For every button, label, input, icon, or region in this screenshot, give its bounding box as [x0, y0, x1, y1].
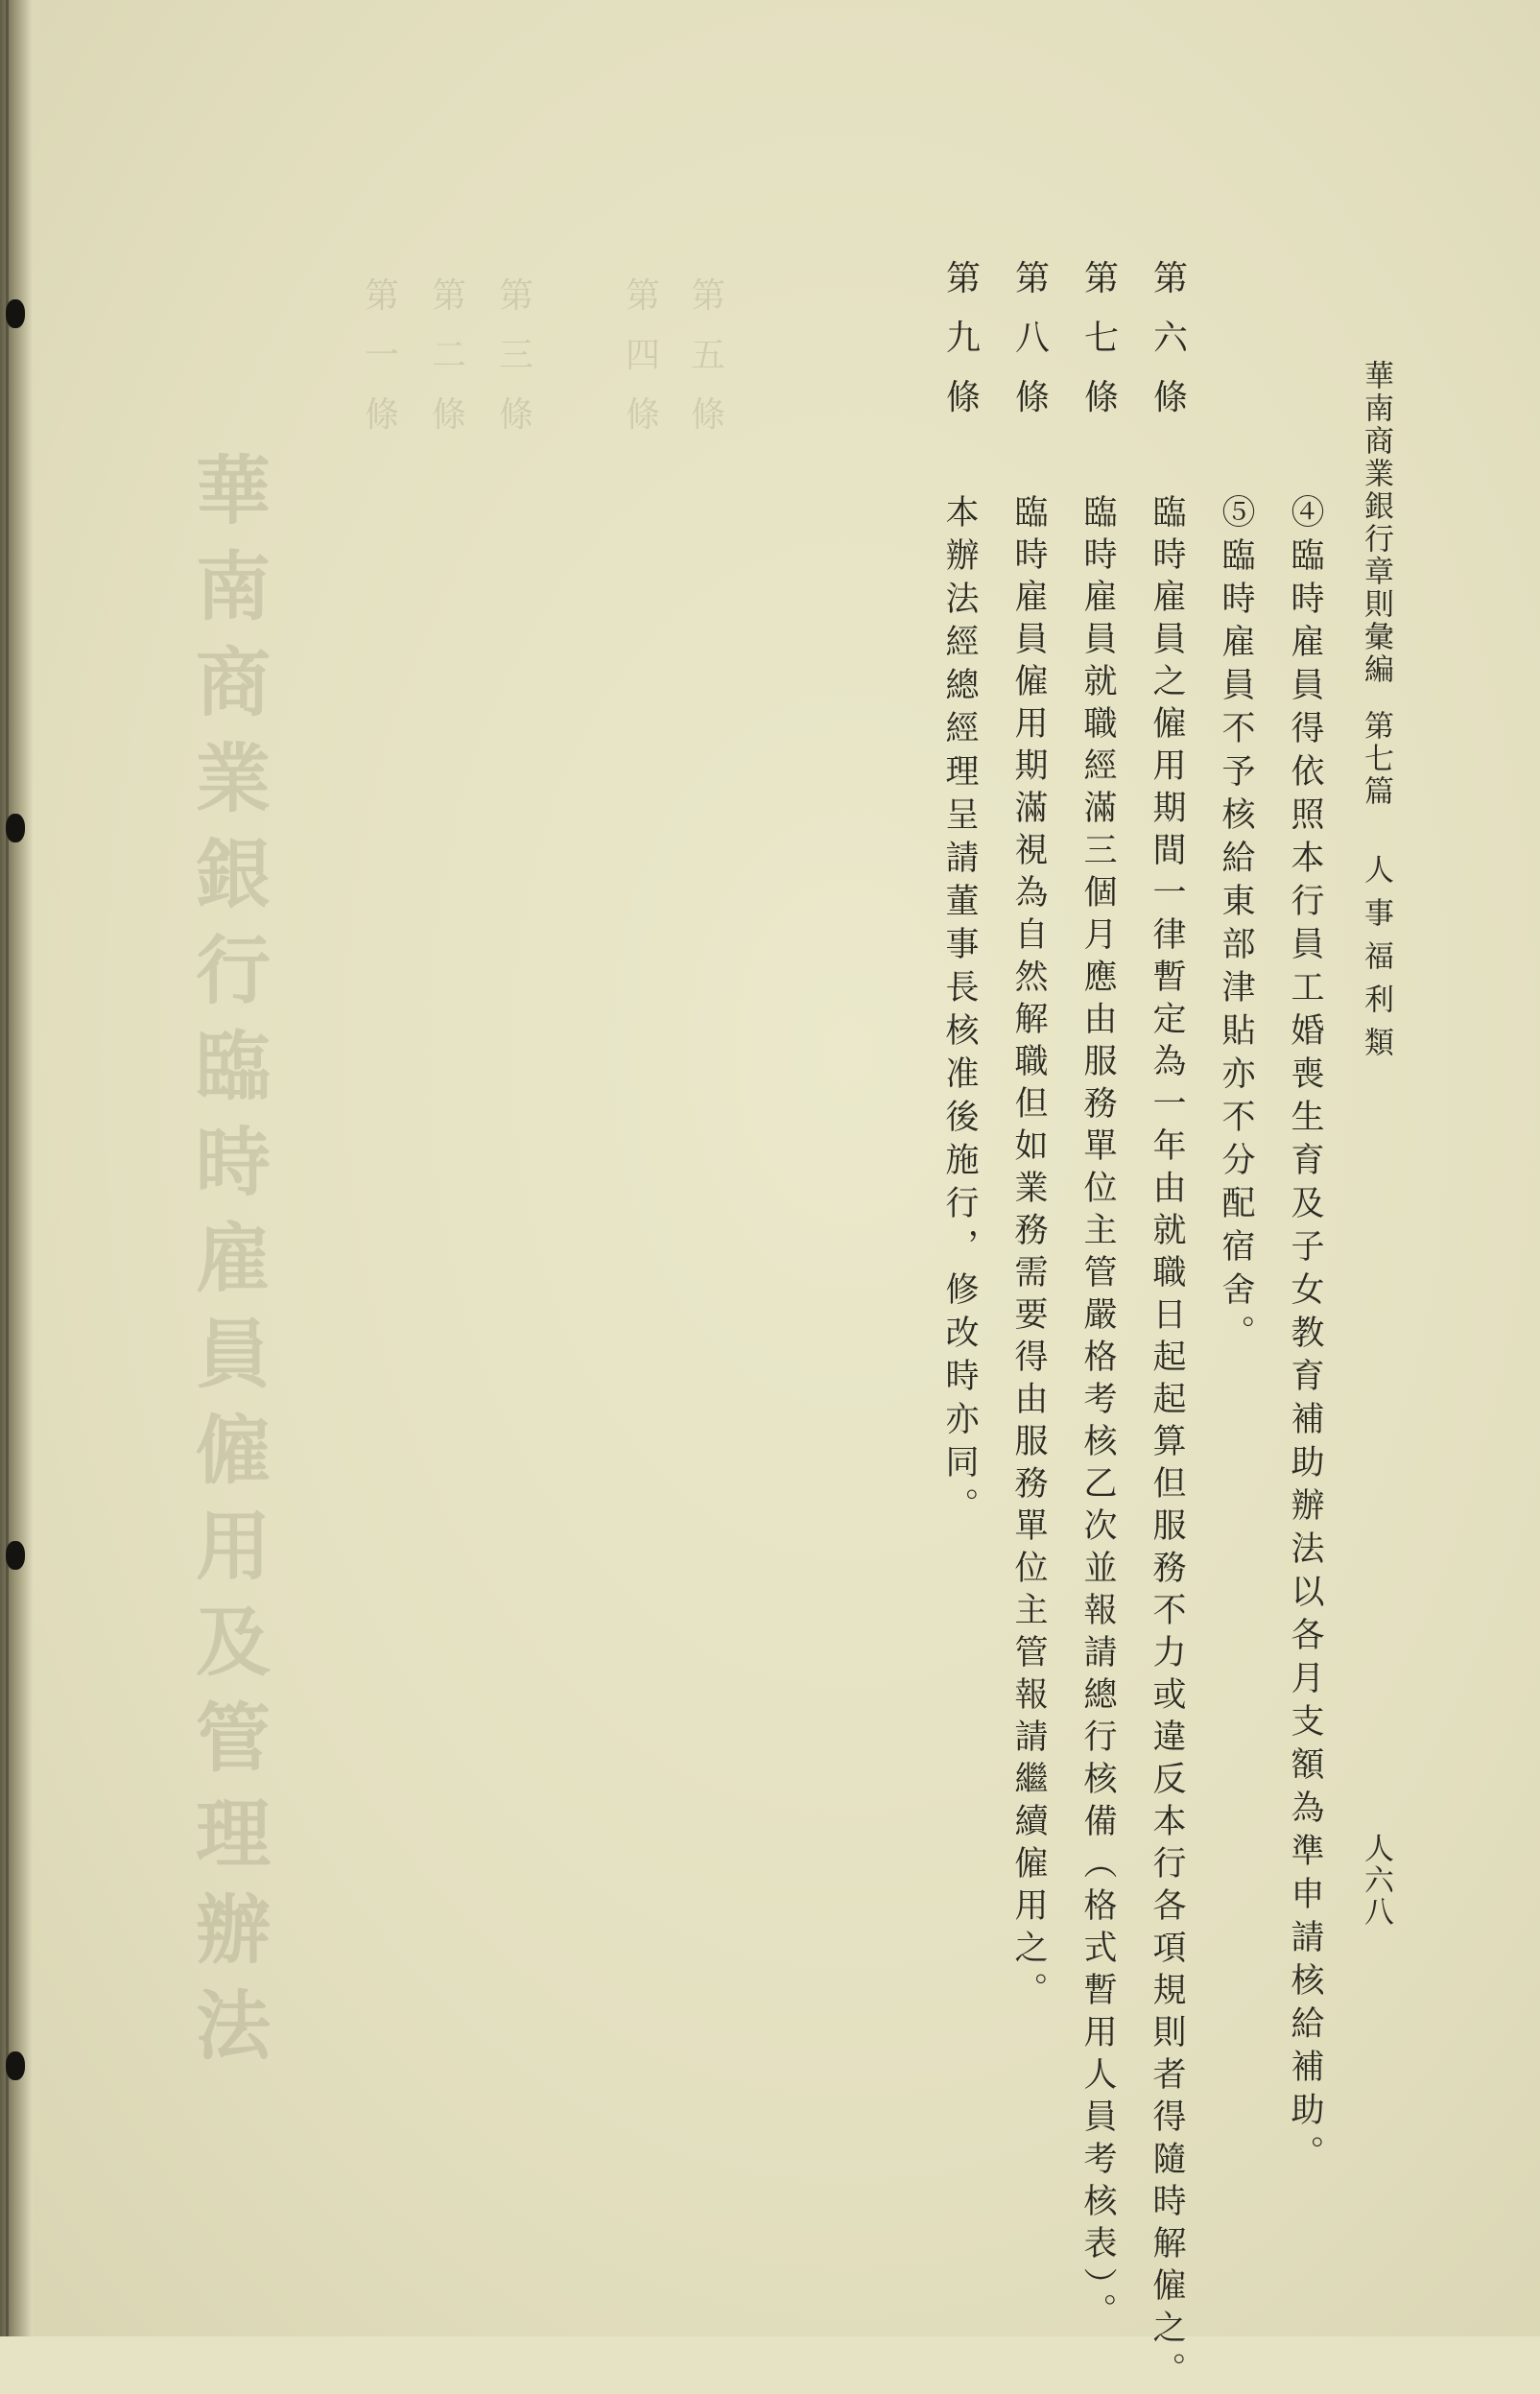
bleed-char: 三 — [498, 336, 533, 375]
article-number — [1149, 251, 1192, 430]
bleed-char: 第 — [690, 276, 725, 316]
article-number-char: 第 — [1152, 259, 1188, 298]
article-number-char: 第 — [945, 259, 981, 298]
binding-hole — [6, 1541, 25, 1570]
article-text: 臨時雇員僱用期滿視為自然解職但如業務需要得由服務單位主管報請繼續僱用之。 — [1009, 494, 1048, 2014]
bleed-through-article-mark — [428, 269, 470, 447]
article-number-char: 第 — [1083, 259, 1119, 298]
bleed-char: 四 — [625, 336, 660, 375]
bleed-char: 第 — [431, 276, 466, 316]
binding-hole — [6, 2051, 25, 2080]
article-number-char: 七 — [1083, 319, 1119, 358]
binding-hole — [6, 814, 25, 842]
bleed-char: 二 — [431, 336, 466, 375]
bleed-char: 第 — [498, 276, 533, 316]
article-number-char: 條 — [1014, 378, 1050, 417]
bleed-through-article-mark — [622, 269, 664, 447]
article-number-char: 九 — [945, 319, 981, 358]
article-number-char: 八 — [1014, 319, 1050, 358]
bleed-through-article-mark — [687, 269, 729, 447]
bleed-char: 條 — [364, 395, 399, 435]
running-header-category: 人事福利類 — [1359, 854, 1393, 1070]
binding-hole — [6, 299, 25, 328]
bleed-char: 第 — [364, 276, 399, 316]
article-text: 臨時雇員之僱用期間一律暫定為一年由就職日起起算但服務不力或違反本行各項規則者得隨時解僱之。 — [1148, 494, 1186, 2394]
bleed-char: 第 — [625, 276, 660, 316]
bleed-char: 條 — [498, 395, 533, 435]
article-number-char: 六 — [1152, 319, 1188, 358]
bleed-char: 一 — [364, 336, 399, 375]
running-header-title: 華南商業銀行章則彙編 — [1359, 360, 1393, 686]
bleed-through-article-mark — [361, 269, 403, 447]
article-number — [942, 251, 984, 430]
bleed-char: 五 — [690, 336, 725, 375]
article-number-char: 條 — [945, 378, 981, 417]
bleed-through-article-mark — [495, 269, 537, 447]
spine-edge — [6, 0, 9, 2336]
running-header-section: 第七篇 — [1359, 710, 1393, 808]
article-number — [1080, 251, 1123, 430]
list-item: ④臨時雇員得依照本行員工婚喪生育及子女教育補助辦法以各月支額為準申請核給補助。 — [1286, 494, 1324, 2178]
bleed-char: 條 — [625, 395, 660, 435]
article-text: 臨時雇員就職經滿三個月應由服務單位主管嚴格考核乙次並報請總行核備（格式暫用人員考核表）。 — [1078, 494, 1117, 2335]
article-text: 本辦法經總經理呈請董事長核准後施行，修改時亦同。 — [940, 494, 979, 1530]
article-number-char: 條 — [1152, 378, 1188, 417]
bleed-char: 條 — [431, 395, 466, 435]
article-number — [1011, 251, 1054, 430]
list-item: ⑤臨時雇員不予核給東部津貼亦不分配宿舍。 — [1217, 494, 1255, 1358]
bleed-through-title: 華南商業銀行臨時雇員僱用及管理辦法 — [183, 451, 271, 2082]
page-number: 人六八 — [1359, 1833, 1393, 1928]
bleed-char: 條 — [690, 395, 725, 435]
article-number-char: 條 — [1083, 378, 1119, 417]
article-number-char: 第 — [1014, 259, 1050, 298]
